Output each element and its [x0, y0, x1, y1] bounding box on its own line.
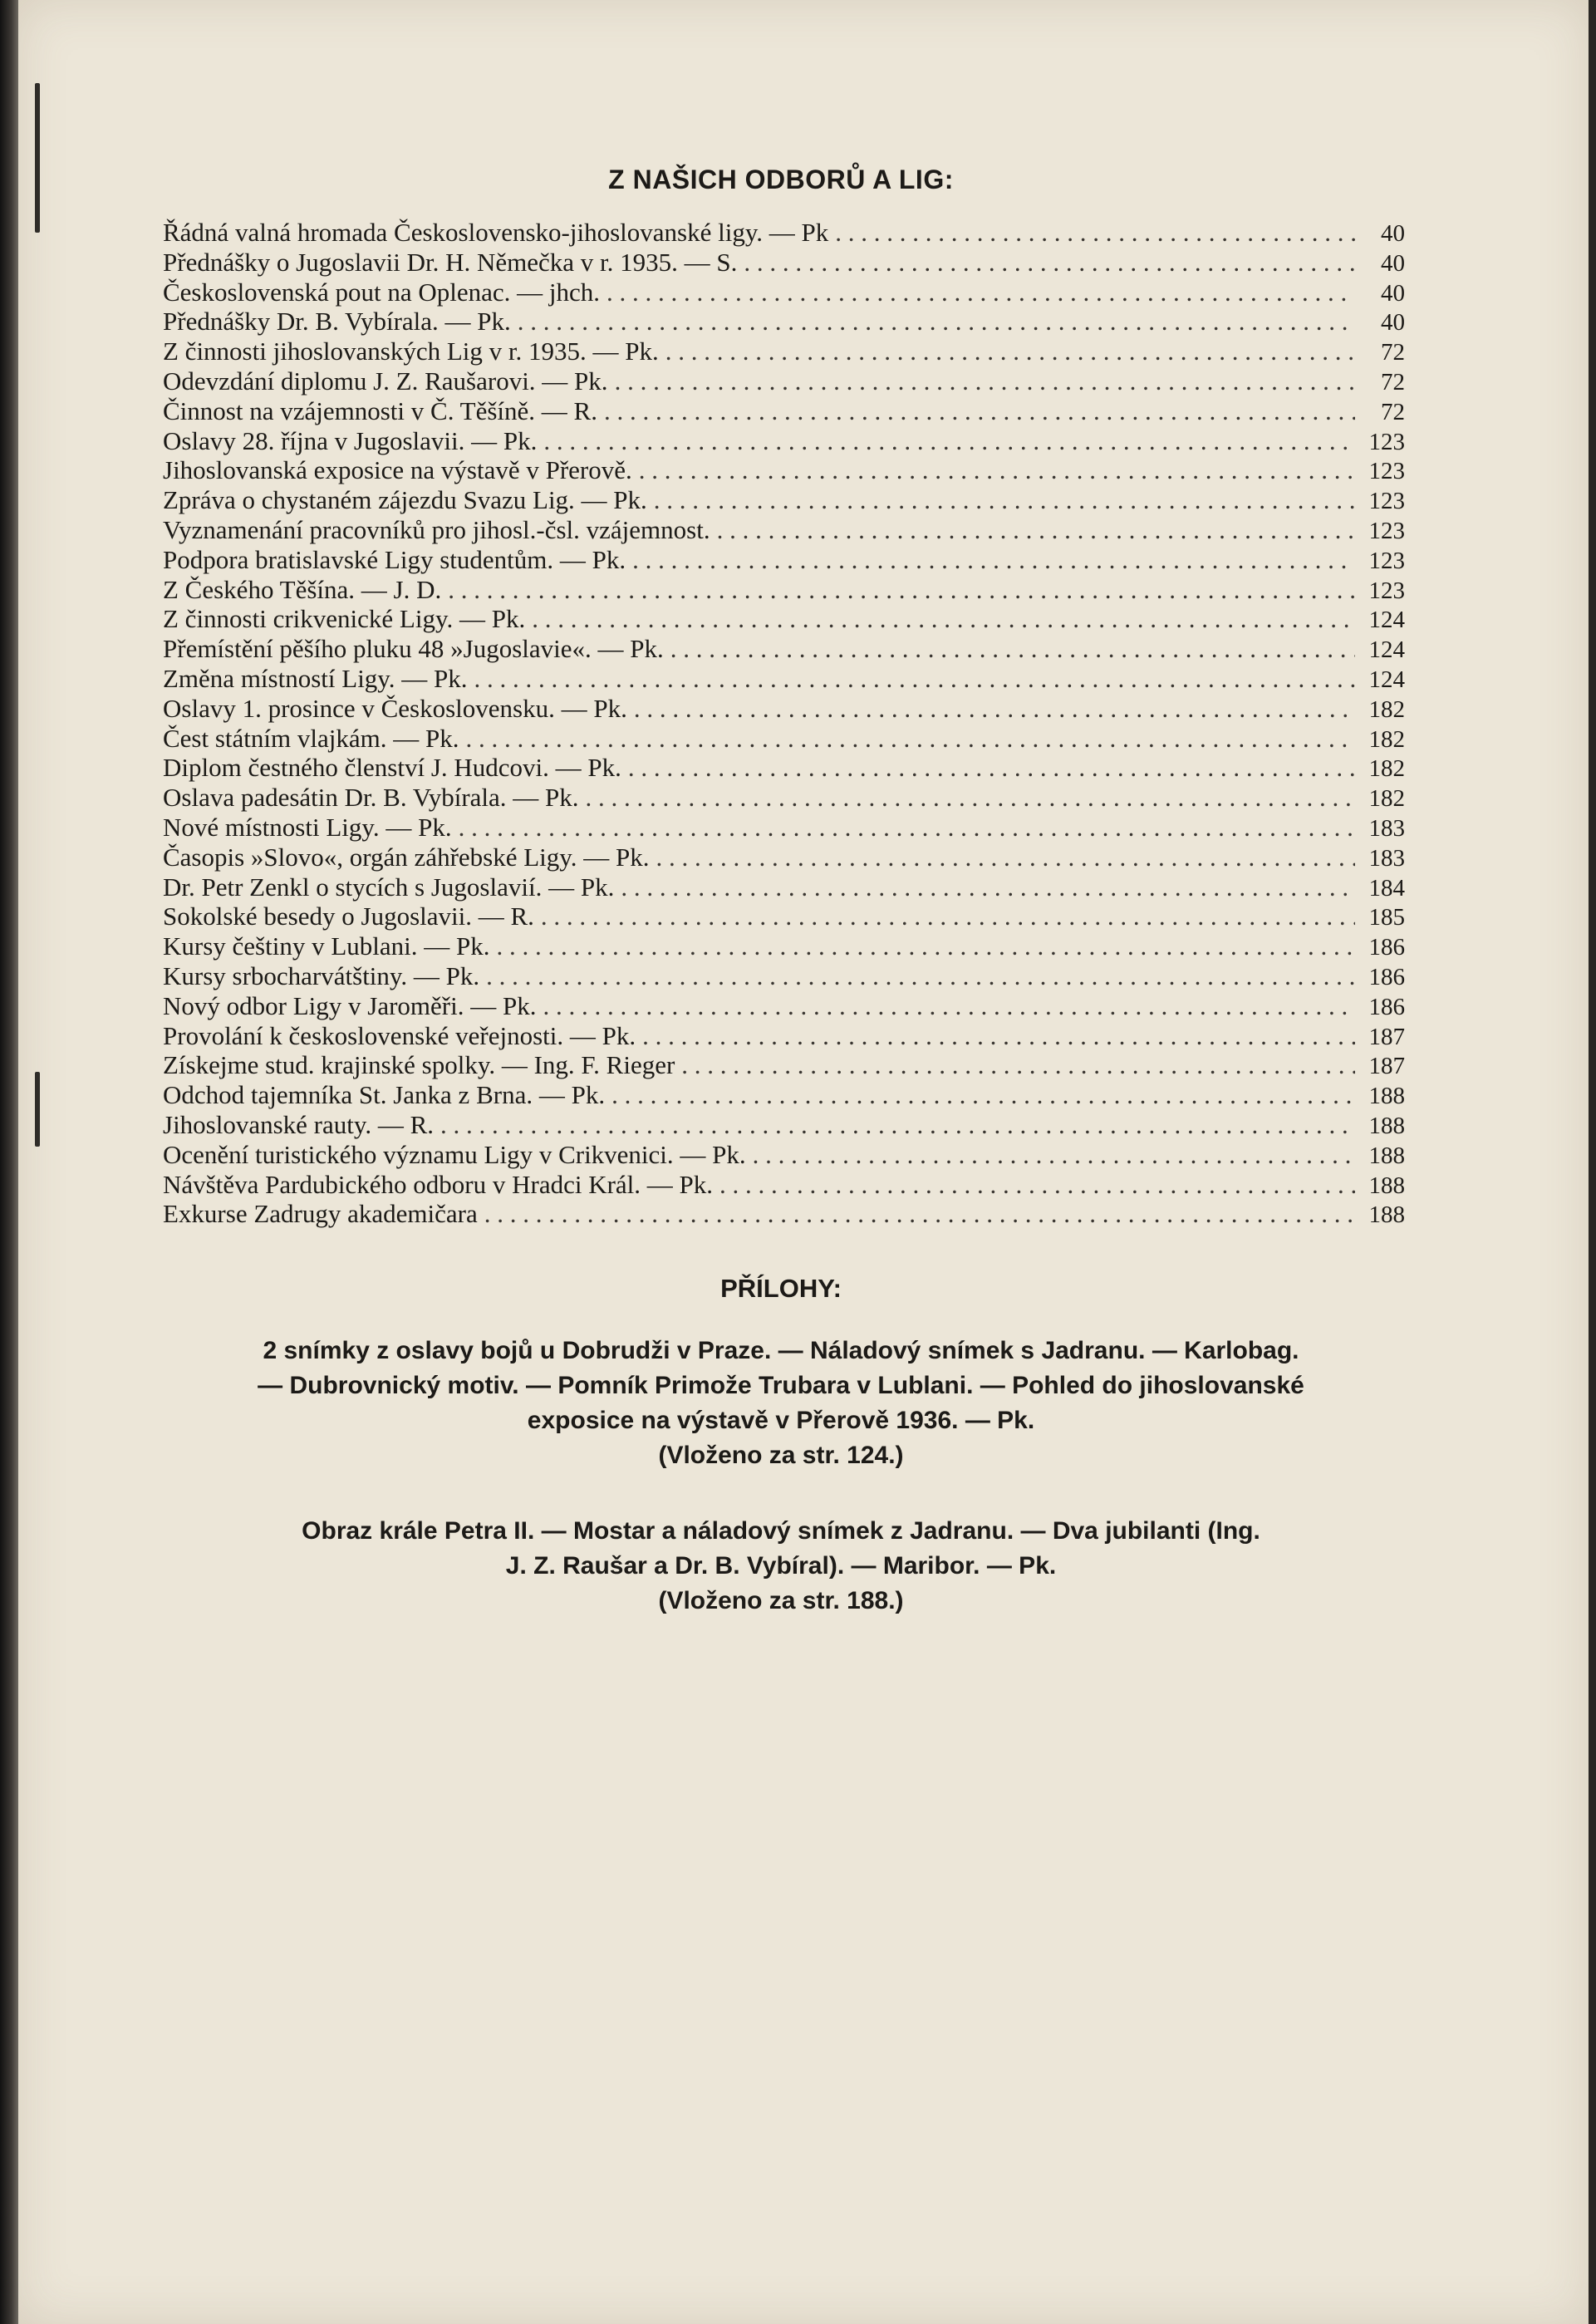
toc-entry — [163, 278, 1405, 307]
toc-entry — [163, 307, 1405, 337]
toc-title: Jihoslovanská exposice na výstavě v Přerově. — [163, 455, 632, 485]
toc-entry — [163, 396, 1405, 426]
leader-dots — [586, 783, 1355, 813]
toc-entry — [163, 1021, 1405, 1051]
toc-entry — [163, 991, 1405, 1021]
toc-title: Provolání k československé veřejnosti. — Pk. — [163, 1020, 636, 1050]
spine-mark — [35, 1072, 40, 1147]
toc-entry — [163, 843, 1405, 872]
leader-dots — [532, 604, 1355, 634]
toc-title: Československá pout na Oplenac. — jhch. — [163, 277, 601, 307]
leader-dots — [543, 991, 1355, 1021]
toc-page: 184 — [1368, 874, 1405, 902]
toc-page: 123 — [1368, 517, 1405, 544]
leader-dots — [719, 1170, 1355, 1200]
leader-dots — [484, 1199, 1355, 1229]
toc-title: Změna místností Ligy. — Pk. — [163, 663, 468, 693]
toc-page: 186 — [1368, 934, 1405, 961]
toc-page: 123 — [1368, 458, 1405, 485]
toc-page: 123 — [1368, 428, 1405, 455]
toc-entry — [163, 1140, 1405, 1170]
binding-spine — [0, 0, 18, 2324]
toc-page: 188 — [1368, 1112, 1405, 1139]
toc-title: Nové místnosti Ligy. — Pk. — [163, 812, 452, 842]
toc-page: 124 — [1368, 666, 1405, 693]
toc-page: 123 — [1368, 547, 1405, 574]
leader-dots — [642, 1021, 1355, 1051]
book-page — [18, 0, 1589, 2324]
toc-entry — [163, 366, 1405, 396]
leader-dots — [466, 724, 1356, 754]
toc-page: 40 — [1381, 249, 1405, 277]
section-heading: Z NAŠICH ODBORŮ A LIG: — [608, 165, 954, 194]
text-line: J. Z. Raušar a Dr. B. Vybíral). — Maribor. — Pk. — [505, 1552, 1057, 1580]
toc-title: Odchod tajemníka St. Janka z Brna. — Pk. — [163, 1080, 606, 1110]
leader-dots — [448, 575, 1355, 605]
leader-dots — [717, 515, 1355, 545]
toc-page: 123 — [1368, 577, 1405, 604]
toc-page: 72 — [1381, 368, 1405, 396]
toc-entry — [163, 337, 1405, 366]
toc-entry — [163, 1110, 1405, 1140]
leader-dots — [611, 1080, 1355, 1110]
toc-entry — [163, 872, 1405, 902]
toc-page: 182 — [1368, 695, 1405, 723]
supplement-paragraph — [158, 1334, 1404, 1473]
toc-page: 187 — [1368, 1053, 1405, 1080]
toc-entry — [163, 455, 1405, 485]
toc-page: 40 — [1381, 279, 1405, 307]
toc-entry — [163, 724, 1405, 754]
supplements-heading: PŘÍLOHY: — [720, 1274, 842, 1303]
toc-title: Oslavy 28. října v Jugoslavii. — Pk. — [163, 425, 538, 455]
toc-entry — [163, 545, 1405, 575]
supplement-paragraph — [158, 1514, 1404, 1619]
toc-title: Z činnosti jihoslovanských Lig v r. 1935. — Pk. — [163, 337, 659, 366]
toc-title: Ocenění turistického významu Ligy v Crikvenici. — Pk. — [163, 1139, 746, 1169]
toc-entry — [163, 664, 1405, 694]
toc-entry — [163, 426, 1405, 456]
leader-dots — [639, 455, 1355, 485]
toc-entry — [163, 485, 1405, 515]
toc-title: Časopis »Slovo«, orgán záhřebské Ligy. — Pk. — [163, 842, 650, 872]
toc-title: Diplom čestného členství J. Hudcovi. — Pk. — [163, 753, 621, 783]
toc-title: Přednášky o Jugoslavii Dr. H. Němečka v r. 1935. — S. — [163, 247, 738, 277]
toc-entry — [163, 634, 1405, 664]
leader-dots — [681, 1050, 1355, 1080]
leader-dots — [656, 843, 1355, 872]
toc-entry — [163, 604, 1405, 634]
toc-page: 72 — [1381, 398, 1405, 425]
leader-dots — [665, 337, 1355, 366]
toc-entry — [163, 1170, 1405, 1200]
spine-mark — [35, 83, 40, 233]
leader-dots — [474, 664, 1355, 694]
toc-title: Návštěva Pardubického odboru v Hradci Král. — Pk. — [163, 1169, 714, 1199]
toc-page: 183 — [1368, 814, 1405, 842]
leader-dots — [670, 634, 1355, 664]
toc-page: 72 — [1381, 339, 1405, 366]
leader-dots — [497, 931, 1356, 961]
toc-entry — [163, 902, 1405, 931]
leader-dots — [543, 426, 1355, 456]
text-line: 2 snímky z oslavy bojů u Dobrudži v Praze. — Náladový snímek s Jadranu. — Karlobag. — [263, 1337, 1299, 1364]
toc-title: Zpráva o chystaném zájezdu Svazu Lig. — Pk. — [163, 485, 647, 515]
toc-title: Čest státním vlajkám. — Pk. — [163, 723, 459, 753]
toc-page: 124 — [1368, 607, 1405, 634]
toc-title: Z Českého Těšína. — J. D. — [163, 574, 442, 604]
toc-title: Kursy češtiny v Lublani. — Pk. — [163, 931, 490, 961]
toc-page: 40 — [1381, 309, 1405, 337]
toc-title: Dr. Petr Zenkl o stycích s Jugoslavií. — Pk. — [163, 872, 615, 902]
leader-dots — [615, 366, 1355, 396]
table-of-contents — [163, 218, 1405, 1229]
toc-entry — [163, 1080, 1405, 1110]
toc-entry — [163, 931, 1405, 961]
toc-title: Exkurse Zadrugy akademičara — [163, 1199, 478, 1229]
toc-page: 182 — [1368, 755, 1405, 783]
toc-page: 40 — [1381, 220, 1405, 247]
leader-dots — [835, 218, 1355, 248]
toc-title: Nový odbor Ligy v Jaroměři. — Pk. — [163, 990, 537, 1020]
leader-dots — [628, 753, 1355, 783]
toc-title: Jihoslovanské rauty. — R. — [163, 1109, 435, 1139]
leader-dots — [541, 902, 1355, 931]
toc-title: Řádná valná hromada Československo-jihoslovanské ligy. — Pk — [163, 218, 829, 247]
toc-title: Oslavy 1. prosince v Československu. — Pk. — [163, 693, 627, 723]
toc-entry — [163, 813, 1405, 843]
toc-title: Oslava padesátin Dr. B. Vybírala. — Pk. — [163, 783, 579, 813]
toc-entry — [163, 961, 1405, 991]
text-line: exposice na výstavě v Přerově 1936. — Pk. — [527, 1407, 1035, 1434]
toc-entry — [163, 1199, 1405, 1229]
toc-entry — [163, 783, 1405, 813]
toc-entry — [163, 575, 1405, 605]
toc-title: Činnost na vzájemnosti v Č. Těšíně. — R. — [163, 396, 597, 425]
leader-dots — [744, 248, 1355, 278]
toc-title: Přednášky Dr. B. Vybírala. — Pk. — [163, 307, 511, 337]
toc-title: Kursy srbocharvátštiny. — Pk. — [163, 961, 480, 990]
toc-entry — [163, 218, 1405, 248]
leader-dots — [621, 872, 1355, 902]
toc-page: 182 — [1368, 725, 1405, 753]
leader-dots — [634, 694, 1355, 724]
toc-page: 183 — [1368, 844, 1405, 872]
text-line: Obraz krále Petra II. — Mostar a náladový snímek z Jadranu. — Dva jubilanti (Ing. — [302, 1517, 1260, 1545]
leader-dots — [654, 485, 1355, 515]
leader-dots — [486, 961, 1355, 991]
toc-entry — [163, 515, 1405, 545]
toc-title: Přemístění pěšího pluku 48 »Jugoslavie«. — Pk. — [163, 634, 664, 664]
toc-title: Podpora bratislavské Ligy studentům. — Pk. — [163, 544, 626, 574]
toc-page: 187 — [1368, 1023, 1405, 1050]
toc-entry — [163, 753, 1405, 783]
toc-page: 186 — [1368, 993, 1405, 1020]
leader-dots — [459, 813, 1355, 843]
toc-page: 186 — [1368, 963, 1405, 990]
toc-entry — [163, 248, 1405, 278]
leader-dots — [606, 278, 1355, 307]
toc-title: Získejme stud. krajinské spolky. — Ing. F. Rieger — [163, 1050, 675, 1080]
leader-dots — [632, 545, 1355, 575]
toc-page: 124 — [1368, 636, 1405, 664]
text-line: (Vloženo za str. 124.) — [658, 1442, 904, 1469]
leader-dots — [753, 1140, 1355, 1170]
leader-dots — [440, 1110, 1355, 1140]
toc-title: Vyznamenání pracovníků pro jihosl.-čsl. vzájemnost. — [163, 514, 710, 544]
toc-page: 188 — [1368, 1201, 1405, 1229]
text-line: — Dubrovnický motiv. — Pomník Primože Trubara v Lublani. — Pohled do jihoslovanské — [258, 1372, 1304, 1399]
text-line: (Vloženo za str. 188.) — [658, 1587, 904, 1614]
toc-title: Sokolské besedy o Jugoslavii. — R. — [163, 902, 534, 931]
leader-dots — [518, 307, 1355, 337]
toc-title: Z činnosti crikvenické Ligy. — Pk. — [163, 604, 526, 634]
toc-page: 182 — [1368, 785, 1405, 813]
toc-entry — [163, 694, 1405, 724]
toc-title: Odevzdání diplomu J. Z. Raušarovi. — Pk. — [163, 366, 608, 396]
leader-dots — [604, 396, 1355, 426]
toc-page: 185 — [1368, 904, 1405, 931]
toc-page: 123 — [1368, 488, 1405, 515]
toc-entry — [163, 1050, 1405, 1080]
toc-page: 188 — [1368, 1142, 1405, 1169]
toc-page: 188 — [1368, 1083, 1405, 1110]
toc-page: 188 — [1368, 1172, 1405, 1199]
